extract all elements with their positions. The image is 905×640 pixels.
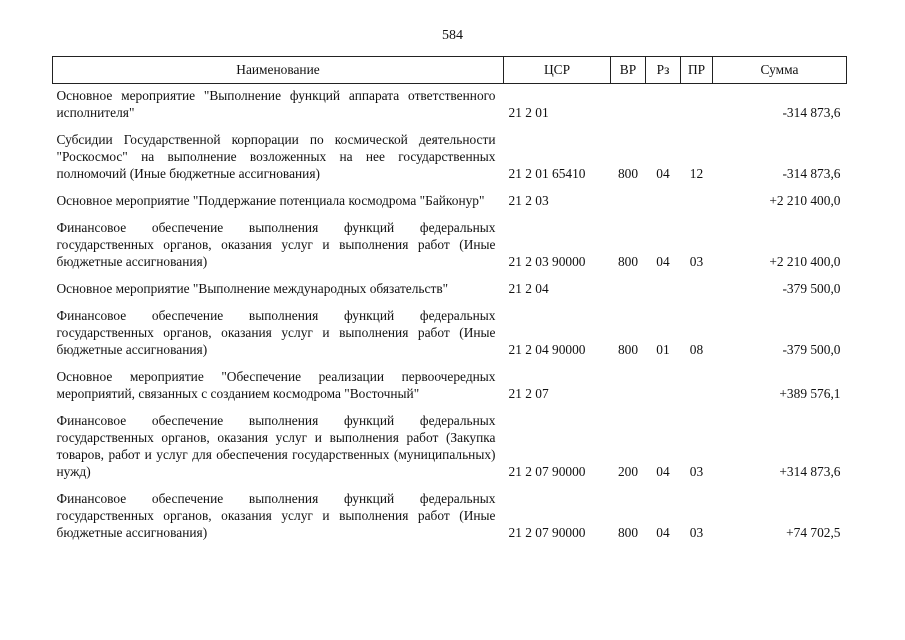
row-vr: 800 (617, 166, 639, 181)
row-rz: 04 (656, 525, 670, 540)
row-rz (646, 189, 681, 216)
header-rz: Рз (646, 57, 681, 84)
row-sum: +314 873,6 (779, 464, 841, 479)
row-name: Финансовое обеспечение выполнения функций федеральных государственных органов, оказания услуг и выполнения работ (Иные бюджетные ассигнования) (56, 491, 496, 540)
row-pr (681, 365, 713, 409)
row-pr: 12 (689, 166, 704, 181)
row-rz: 04 (656, 254, 670, 269)
row-name: Основное мероприятие "Поддержание потенциала космодрома "Байконур" (56, 193, 485, 208)
row-rz (646, 277, 681, 304)
header-vr: ВР (611, 57, 646, 84)
row-sum: -314 873,6 (782, 166, 841, 181)
row-vr (611, 84, 646, 129)
row-vr (611, 365, 646, 409)
table-row (53, 365, 847, 409)
row-vr (611, 277, 646, 304)
row-pr: 08 (689, 342, 704, 357)
row-rz: 04 (656, 166, 670, 181)
row-vr: 800 (617, 342, 639, 357)
row-sum: +2 210 400,0 (769, 254, 841, 269)
row-pr (681, 277, 713, 304)
row-rz (646, 365, 681, 409)
row-name: Основное мероприятие "Обеспечение реализации первоочередных мероприятий, связанных с созданием космодрома "Восточный" (56, 369, 496, 401)
budget-table (52, 56, 847, 548)
row-vr: 800 (617, 525, 639, 540)
table-row (53, 277, 847, 304)
row-sum: -379 500,0 (782, 281, 841, 296)
row-csr: 21 2 01 65410 (508, 166, 586, 181)
row-csr: 21 2 07 90000 (508, 525, 586, 540)
row-name: Основное мероприятие "Выполнение функций аппарата ответственного исполнителя" (56, 88, 496, 120)
row-csr: 21 2 03 90000 (508, 254, 586, 269)
row-pr: 03 (689, 525, 704, 540)
row-name: Основное мероприятие "Выполнение международных обязательств" (56, 281, 449, 296)
table-header (53, 57, 847, 84)
table-row (53, 84, 847, 129)
row-sum: +389 576,1 (779, 386, 841, 401)
row-csr: 21 2 07 (508, 386, 549, 401)
row-csr: 21 2 07 90000 (508, 464, 586, 479)
row-vr: 200 (617, 464, 639, 479)
table-row (53, 216, 847, 277)
table-body (53, 84, 847, 549)
row-csr: 21 2 04 (508, 281, 549, 296)
row-sum: -379 500,0 (782, 342, 841, 357)
row-rz: 04 (656, 464, 670, 479)
row-sum: +2 210 400,0 (769, 193, 841, 208)
header-csr: ЦСР (504, 57, 611, 84)
row-name: Финансовое обеспечение выполнения функций федеральных государственных органов, оказания услуг и выполнения работ (Закупка товаров, работ и услуг для обеспечения государственных (муниципальных) нужд) (56, 413, 496, 479)
row-csr: 21 2 01 (508, 105, 549, 120)
row-sum: +74 702,5 (786, 525, 841, 540)
row-pr: 03 (689, 254, 704, 269)
page-number: 584 (442, 28, 463, 43)
header-name: Наименование (53, 57, 504, 84)
table-row (53, 189, 847, 216)
row-csr: 21 2 03 (508, 193, 549, 208)
table-row (53, 128, 847, 189)
row-name: Субсидии Государственной корпорации по космической деятельности "Роскосмос" на выполнение возложенных на нее государственных полномочий (Иные бюджетные ассигнования) (56, 132, 496, 181)
row-name: Финансовое обеспечение выполнения функций федеральных государственных органов, оказания услуг и выполнения работ (Иные бюджетные ассигнования) (56, 220, 496, 269)
row-vr: 800 (617, 254, 639, 269)
header-sum: Сумма (713, 57, 847, 84)
row-sum: -314 873,6 (782, 105, 841, 120)
row-name: Финансовое обеспечение выполнения функций федеральных государственных органов, оказания услуг и выполнения работ (Иные бюджетные ассигнования) (56, 308, 496, 357)
row-pr: 03 (689, 464, 704, 479)
header-pr: ПР (681, 57, 713, 84)
table-row (53, 409, 847, 487)
row-pr (681, 84, 713, 129)
row-rz: 01 (656, 342, 670, 357)
table-row (53, 487, 847, 548)
row-pr (681, 189, 713, 216)
row-vr (611, 189, 646, 216)
row-csr: 21 2 04 90000 (508, 342, 586, 357)
table-row (53, 304, 847, 365)
row-rz (646, 84, 681, 129)
